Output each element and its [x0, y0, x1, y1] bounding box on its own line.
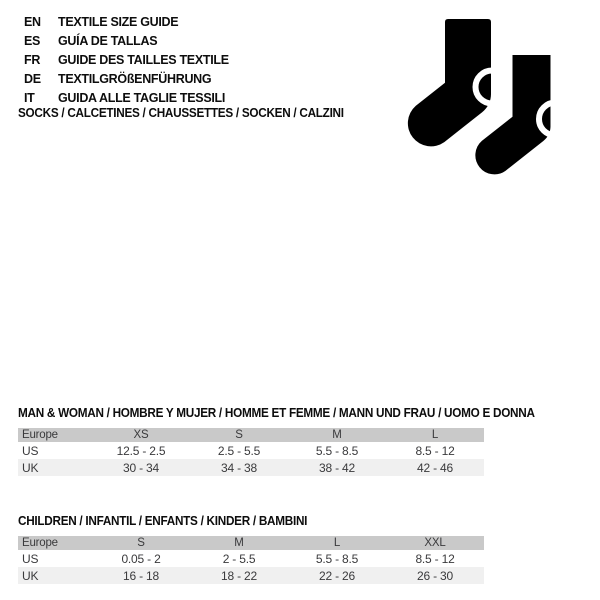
size-cell: 42 - 46 [386, 459, 484, 476]
table-row-us [18, 442, 484, 459]
size-table [18, 536, 484, 584]
size-cell: 38 - 42 [288, 459, 386, 476]
column-header-region: Europe [18, 536, 92, 550]
column-header-size: L [288, 536, 386, 550]
language-label: GUIDA ALLE TAGLIE TESSILI [58, 91, 226, 105]
row-label: US [18, 442, 92, 459]
column-header-size: XS [92, 428, 190, 442]
table-title: CHILDREN / INFANTIL / ENFANTS / KINDER / BAMBINI [18, 514, 308, 528]
socks-icon [400, 12, 566, 184]
column-header-size: S [92, 536, 190, 550]
table-row-uk [18, 567, 484, 584]
table-header-row [18, 428, 484, 442]
column-header-size: S [190, 428, 288, 442]
size-cell: 2.5 - 5.5 [190, 442, 288, 459]
size-cell: 5.5 - 8.5 [288, 442, 386, 459]
language-list [24, 13, 229, 108]
language-row [24, 32, 229, 51]
language-label: TEXTILGRÖßENFÜHRUNG [58, 72, 212, 86]
column-header-region: Europe [18, 428, 92, 442]
language-code: FR [24, 53, 41, 67]
row-label: UK [18, 459, 92, 476]
size-cell: 26 - 30 [386, 567, 484, 584]
column-header-size: XXL [386, 536, 484, 550]
size-cell: 5.5 - 8.5 [288, 550, 386, 567]
language-label: GUIDE DES TAILLES TEXTILE [58, 53, 229, 67]
size-table-children [18, 515, 484, 584]
column-header-size: M [288, 428, 386, 442]
table-row-us [18, 550, 484, 567]
language-row [24, 70, 229, 89]
row-label: UK [18, 567, 92, 584]
column-header-size: M [190, 536, 288, 550]
row-label: US [18, 550, 92, 567]
size-cell: 2 - 5.5 [190, 550, 288, 567]
size-cell: 22 - 26 [288, 567, 386, 584]
size-cell: 34 - 38 [190, 459, 288, 476]
size-table [18, 428, 484, 476]
size-cell: 8.5 - 12 [386, 550, 484, 567]
size-cell: 18 - 22 [190, 567, 288, 584]
language-code: EN [24, 15, 41, 29]
category-heading: SOCKS / CALCETINES / CHAUSSETTES / SOCKEN / CALZINI [18, 106, 344, 120]
table-title: MAN & WOMAN / HOMBRE Y MUJER / HOMME ET FEMME / MANN UND FRAU / UOMO E DONNA [18, 406, 535, 420]
size-cell: 12.5 - 2.5 [92, 442, 190, 459]
size-cell: 8.5 - 12 [386, 442, 484, 459]
table-header-row [18, 536, 484, 550]
language-label: GUÍA DE TALLAS [58, 34, 158, 48]
size-cell: 16 - 18 [92, 567, 190, 584]
size-cell: 0.05 - 2 [92, 550, 190, 567]
size-cell: 30 - 34 [92, 459, 190, 476]
language-code: ES [24, 34, 41, 48]
language-row [24, 51, 229, 70]
column-header-size: L [386, 428, 484, 442]
language-row [24, 13, 229, 32]
size-table-man-woman [18, 406, 535, 476]
language-label: TEXTILE SIZE GUIDE [58, 15, 179, 29]
language-code: IT [24, 91, 35, 105]
language-code: DE [24, 72, 41, 86]
table-row-uk [18, 459, 484, 476]
